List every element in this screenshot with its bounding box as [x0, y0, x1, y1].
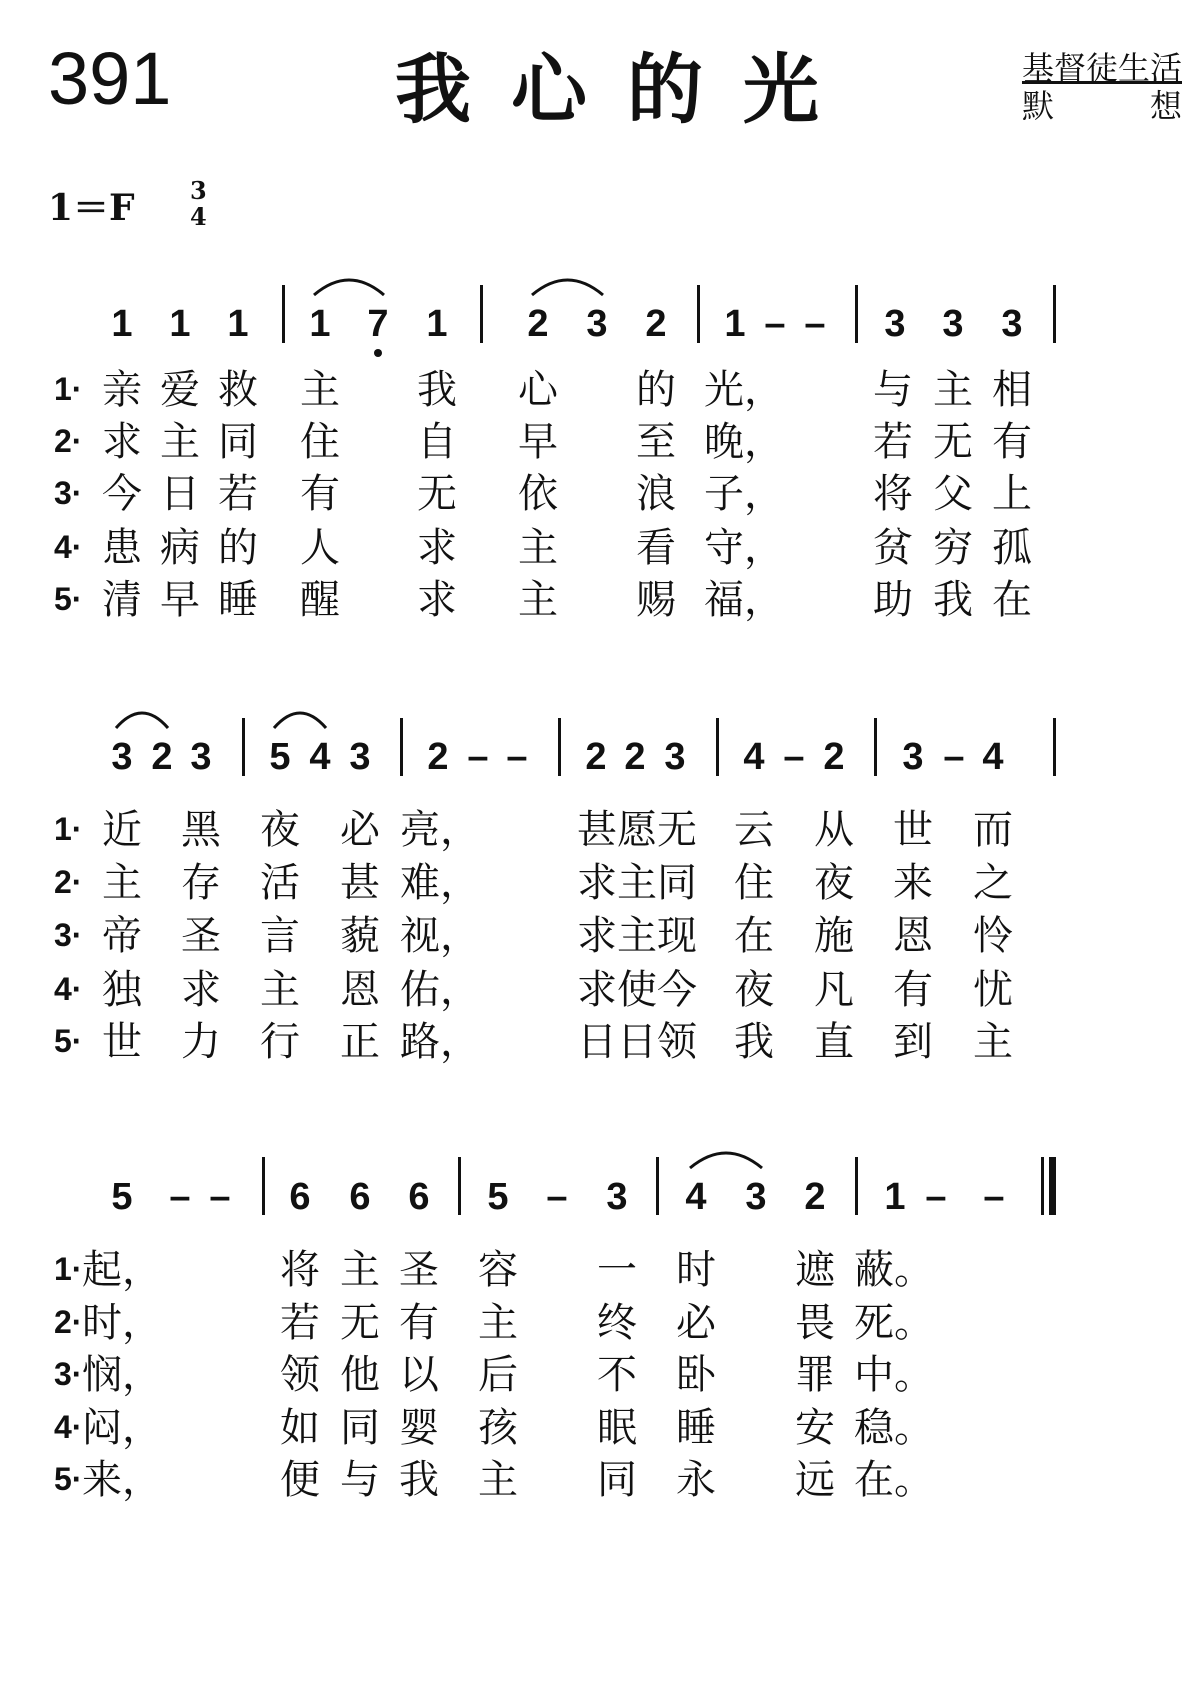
- bar-line: [282, 285, 285, 343]
- lyric-syllable: 自: [417, 419, 457, 465]
- lyric-syllable: 住: [300, 419, 340, 465]
- lyric-syllable: 而: [973, 807, 1013, 853]
- note-extension-dash: –: [169, 1176, 191, 1218]
- lyric-syllable: 有: [399, 1300, 439, 1346]
- bar-line: [558, 718, 561, 776]
- subcategory-char: 默: [1022, 87, 1055, 125]
- lyric-syllable: 主: [478, 1457, 518, 1503]
- lyric-syllable: 死。: [854, 1300, 934, 1346]
- final-bar-line: [1049, 1157, 1056, 1215]
- note-extension-dash: –: [983, 1176, 1005, 1218]
- note-extension-dash: –: [209, 1176, 231, 1218]
- lyric-syllable: 云: [734, 807, 774, 853]
- lyric-syllable: 必: [340, 807, 380, 853]
- lyric-syllable: 如: [280, 1405, 320, 1451]
- hymn-category: 基督徒生活: [1021, 49, 1182, 87]
- lyric-syllable: 后: [478, 1352, 518, 1398]
- note: 2: [527, 303, 549, 345]
- note: 3: [884, 303, 906, 345]
- lyric-syllable: 凡: [814, 967, 854, 1013]
- verse-number: 5·: [54, 581, 83, 617]
- note: 3: [586, 303, 608, 345]
- final-bar-line: [1041, 1157, 1044, 1215]
- lyric-syllable: 不: [597, 1352, 637, 1398]
- lyric-syllable: 父: [933, 471, 973, 517]
- lyric-syllable: 甚愿无: [577, 807, 697, 853]
- lyric-syllable: 早: [518, 419, 558, 465]
- lyric-syllable: 依: [518, 471, 558, 517]
- lyric-syllable: 容: [478, 1247, 518, 1293]
- lyric-syllable: 的: [218, 525, 258, 571]
- note-extension-dash: –: [783, 736, 805, 778]
- lyric-syllable: 无: [340, 1300, 380, 1346]
- verse-number: 2·: [54, 423, 83, 459]
- lyric-syllable: 直: [814, 1019, 854, 1065]
- lyric-syllable: 上: [992, 471, 1032, 517]
- lyric-syllable: 守，: [704, 525, 784, 571]
- lyric-syllable: 浪: [636, 471, 676, 517]
- lyric-syllable: 将: [280, 1247, 320, 1293]
- lyric-syllable: 蔽。: [854, 1247, 934, 1293]
- note: 4: [982, 736, 1004, 778]
- lyric-syllable: 醒: [300, 577, 340, 623]
- bar-line: [855, 285, 858, 343]
- note: 2: [427, 736, 449, 778]
- lyric-syllable: 助: [873, 577, 913, 623]
- lyric-syllable: 贫: [873, 525, 913, 571]
- lyric-syllable: 眠: [597, 1405, 637, 1451]
- lyric-syllable: 的: [636, 367, 676, 413]
- bar-line: [262, 1157, 265, 1215]
- lyric-syllable: 从: [814, 807, 854, 853]
- note: 3: [190, 736, 212, 778]
- note: 5: [269, 736, 291, 778]
- lyric-syllable: 主: [518, 525, 558, 571]
- lyric-syllable: 求使今: [577, 967, 697, 1013]
- lyric-syllable: 亲: [102, 367, 142, 413]
- lyric-syllable: 一: [597, 1247, 637, 1293]
- note: 7: [367, 303, 389, 345]
- note-extension-dash: –: [943, 736, 965, 778]
- lyric-syllable: 穷: [933, 525, 973, 571]
- lyric-syllable: 之: [973, 860, 1013, 906]
- octave-dot: [374, 349, 382, 357]
- lyric-syllable: 主: [340, 1247, 380, 1293]
- note: 2: [645, 303, 667, 345]
- note: 3: [664, 736, 686, 778]
- verse-number: 3·: [54, 917, 83, 953]
- lyric-syllable: 来，: [82, 1457, 162, 1503]
- lyric-syllable: 安: [795, 1405, 835, 1451]
- note-extension-dash: –: [925, 1176, 947, 1218]
- lyric-syllable: 清: [102, 577, 142, 623]
- lyric-syllable: 难，: [400, 860, 480, 906]
- verse-number: 1·: [54, 371, 83, 407]
- bar-line: [480, 285, 483, 343]
- lyric-syllable: 人: [300, 525, 340, 571]
- lyric-syllable: 我: [417, 367, 457, 413]
- lyric-syllable: 必: [676, 1300, 716, 1346]
- time-signature-bottom: 4: [190, 202, 207, 231]
- note: 6: [289, 1176, 311, 1218]
- note: 4: [309, 736, 331, 778]
- lyric-syllable: 主: [478, 1300, 518, 1346]
- bar-line: [458, 1157, 461, 1215]
- lyric-syllable: 存: [181, 860, 221, 906]
- lyric-syllable: 罪: [795, 1352, 835, 1398]
- lyric-syllable: 到: [893, 1019, 933, 1065]
- time-signature-top: 3: [190, 176, 207, 205]
- lyric-syllable: 赐: [636, 577, 676, 623]
- bar-line: [874, 718, 877, 776]
- lyric-syllable: 活: [260, 860, 300, 906]
- lyric-syllable: 看: [636, 525, 676, 571]
- lyric-syllable: 光，: [704, 367, 784, 413]
- note: 2: [823, 736, 845, 778]
- lyric-syllable: 佑，: [400, 967, 480, 1013]
- note: 3: [745, 1176, 767, 1218]
- lyric-syllable: 正: [340, 1019, 380, 1065]
- lyric-syllable: 与: [873, 367, 913, 413]
- lyric-syllable: 行: [260, 1019, 300, 1065]
- bar-line: [1053, 285, 1056, 343]
- lyric-syllable: 若: [280, 1300, 320, 1346]
- note-extension-dash: –: [804, 303, 826, 345]
- lyric-syllable: 今: [102, 471, 142, 517]
- lyric-syllable: 以: [399, 1352, 439, 1398]
- lyric-syllable: 福，: [704, 577, 784, 623]
- note: 4: [743, 736, 765, 778]
- lyric-syllable: 心: [518, 367, 558, 413]
- lyric-syllable: 主: [260, 967, 300, 1013]
- lyric-syllable: 住: [734, 860, 774, 906]
- verse-number: 1·: [54, 1251, 83, 1287]
- lyric-syllable: 在。: [854, 1457, 934, 1503]
- hymn-number: 391: [48, 37, 172, 120]
- lyric-syllable: 睡: [218, 577, 258, 623]
- lyric-syllable: 主: [973, 1019, 1013, 1065]
- lyric-syllable: 藐: [340, 913, 380, 959]
- lyric-syllable: 同: [340, 1405, 380, 1451]
- lyric-syllable: 恩: [340, 967, 380, 1013]
- lyric-syllable: 时: [676, 1247, 716, 1293]
- hymn-title: 我心的光: [395, 45, 859, 134]
- note-extension-dash: –: [467, 736, 489, 778]
- lyric-syllable: 怜: [973, 913, 1013, 959]
- slur: [274, 713, 326, 728]
- lyric-syllable: 将: [873, 471, 913, 517]
- note: 3: [902, 736, 924, 778]
- note: 1: [309, 303, 331, 345]
- lyric-syllable: 在: [734, 913, 774, 959]
- lyric-syllable: 起，: [82, 1247, 162, 1293]
- bar-line: [242, 718, 245, 776]
- lyric-syllable: 无: [417, 471, 457, 517]
- note: 3: [111, 736, 133, 778]
- lyric-syllable: 独: [102, 967, 142, 1013]
- lyric-syllable: 主: [102, 860, 142, 906]
- note: 2: [585, 736, 607, 778]
- verse-number: 5·: [54, 1461, 83, 1497]
- lyric-syllable: 若: [218, 471, 258, 517]
- slur: [314, 280, 384, 295]
- note: 3: [1001, 303, 1023, 345]
- lyric-syllable: 求: [417, 577, 457, 623]
- lyric-syllable: 相: [992, 367, 1032, 413]
- lyric-syllable: 与: [340, 1457, 380, 1503]
- lyric-syllable: 卧: [676, 1352, 716, 1398]
- lyric-syllable: 若: [873, 419, 913, 465]
- lyric-syllable: 言: [260, 913, 300, 959]
- note: 1: [884, 1176, 906, 1218]
- lyric-syllable: 畏: [795, 1300, 835, 1346]
- lyric-syllable: 恩: [893, 913, 933, 959]
- note: 6: [408, 1176, 430, 1218]
- lyric-syllable: 他: [340, 1352, 380, 1398]
- lyric-syllable: 悯，: [82, 1352, 162, 1398]
- bar-line: [656, 1157, 659, 1215]
- note: 2: [624, 736, 646, 778]
- note-extension-dash: –: [546, 1176, 568, 1218]
- lyric-syllable: 有: [300, 471, 340, 517]
- lyric-syllable: 施: [814, 913, 854, 959]
- lyric-syllable: 夜: [814, 860, 854, 906]
- lyric-syllable: 世: [893, 807, 933, 853]
- lyric-syllable: 至: [636, 419, 676, 465]
- note: 4: [685, 1176, 707, 1218]
- note: 2: [151, 736, 173, 778]
- lyric-syllable: 我: [734, 1019, 774, 1065]
- bar-line: [1053, 718, 1056, 776]
- note: 2: [804, 1176, 826, 1218]
- lyric-syllable: 便: [280, 1457, 320, 1503]
- lyric-syllable: 终: [597, 1300, 637, 1346]
- lyric-syllable: 中。: [854, 1352, 934, 1398]
- verse-number: 3·: [54, 475, 83, 511]
- verse-number: 3·: [54, 1356, 83, 1392]
- lyric-syllable: 远: [795, 1457, 835, 1503]
- lyric-syllable: 遮: [795, 1247, 835, 1293]
- note: 1: [169, 303, 191, 345]
- lyric-syllable: 亮，: [400, 807, 480, 853]
- lyric-syllable: 时，: [82, 1300, 162, 1346]
- lyric-syllable: 主: [518, 577, 558, 623]
- lyric-syllable: 婴: [399, 1405, 439, 1451]
- note: 3: [942, 303, 964, 345]
- note: 3: [606, 1176, 628, 1218]
- lyric-syllable: 主: [160, 419, 200, 465]
- lyric-syllable: 求: [102, 419, 142, 465]
- verse-number: 4·: [54, 529, 83, 565]
- lyric-syllable: 夜: [260, 807, 300, 853]
- note-extension-dash: –: [764, 303, 786, 345]
- slur: [690, 1153, 762, 1168]
- slur: [532, 280, 603, 295]
- note: 1: [227, 303, 249, 345]
- bar-line: [400, 718, 403, 776]
- subcategory-char: 想: [1149, 87, 1182, 125]
- lyric-syllable: 圣: [181, 913, 221, 959]
- bar-line: [855, 1157, 858, 1215]
- note: 3: [349, 736, 371, 778]
- lyric-syllable: 求主同: [577, 860, 697, 906]
- lyric-syllable: 求: [417, 525, 457, 571]
- lyric-syllable: 夜: [734, 967, 774, 1013]
- lyric-syllable: 帝: [102, 913, 142, 959]
- verse-number: 4·: [54, 971, 83, 1007]
- lyric-syllable: 孤: [992, 525, 1032, 571]
- lyric-syllable: 在: [992, 577, 1032, 623]
- lyric-syllable: 睡: [676, 1405, 716, 1451]
- lyric-syllable: 主: [933, 367, 973, 413]
- note: 5: [487, 1176, 509, 1218]
- lyric-syllable: 近: [102, 807, 142, 853]
- lyric-syllable: 世: [102, 1019, 142, 1065]
- lyric-syllable: 力: [181, 1019, 221, 1065]
- lyric-syllable: 忧: [973, 967, 1013, 1013]
- note: 1: [426, 303, 448, 345]
- lyric-syllable: 同: [597, 1457, 637, 1503]
- lyric-syllable: 日日领: [577, 1019, 697, 1065]
- key-signature: 1＝F: [48, 187, 135, 229]
- lyric-syllable: 主: [300, 367, 340, 413]
- lyric-syllable: 晚，: [704, 419, 784, 465]
- lyric-syllable: 爱: [160, 367, 200, 413]
- lyric-syllable: 有: [893, 967, 933, 1013]
- lyric-syllable: 视，: [400, 913, 480, 959]
- verse-number: 2·: [54, 864, 83, 900]
- lyric-syllable: 孩: [478, 1405, 518, 1451]
- verse-number: 2·: [54, 1304, 83, 1340]
- lyric-syllable: 圣: [399, 1247, 439, 1293]
- bar-line: [716, 718, 719, 776]
- lyric-syllable: 永: [676, 1457, 716, 1503]
- verse-number: 5·: [54, 1023, 83, 1059]
- lyric-syllable: 无: [933, 419, 973, 465]
- lyric-syllable: 我: [933, 577, 973, 623]
- verse-number: 4·: [54, 1409, 83, 1445]
- lyric-syllable: 稳。: [854, 1405, 934, 1451]
- note: 1: [724, 303, 746, 345]
- lyric-syllable: 有: [992, 419, 1032, 465]
- lyric-syllable: 甚: [340, 860, 380, 906]
- verse-number: 1·: [54, 811, 83, 847]
- lyric-syllable: 领: [280, 1352, 320, 1398]
- note: 6: [349, 1176, 371, 1218]
- lyric-syllable: 黑: [181, 807, 221, 853]
- lyric-syllable: 来: [893, 860, 933, 906]
- note-extension-dash: –: [506, 736, 528, 778]
- lyric-syllable: 早: [160, 577, 200, 623]
- lyric-syllable: 求: [181, 967, 221, 1013]
- lyric-syllable: 闷，: [82, 1405, 162, 1451]
- note: 1: [111, 303, 133, 345]
- lyric-syllable: 路，: [400, 1019, 480, 1065]
- lyric-syllable: 救: [218, 367, 258, 413]
- lyric-syllable: 求主现: [577, 913, 697, 959]
- slur: [116, 713, 168, 728]
- lyric-syllable: 病: [160, 525, 200, 571]
- note: 5: [111, 1176, 133, 1218]
- bar-line: [697, 285, 700, 343]
- lyric-syllable: 子，: [704, 471, 784, 517]
- lyric-syllable: 同: [218, 419, 258, 465]
- lyric-syllable: 我: [399, 1457, 439, 1503]
- lyric-syllable: 日: [160, 471, 200, 517]
- lyric-syllable: 患: [102, 525, 142, 571]
